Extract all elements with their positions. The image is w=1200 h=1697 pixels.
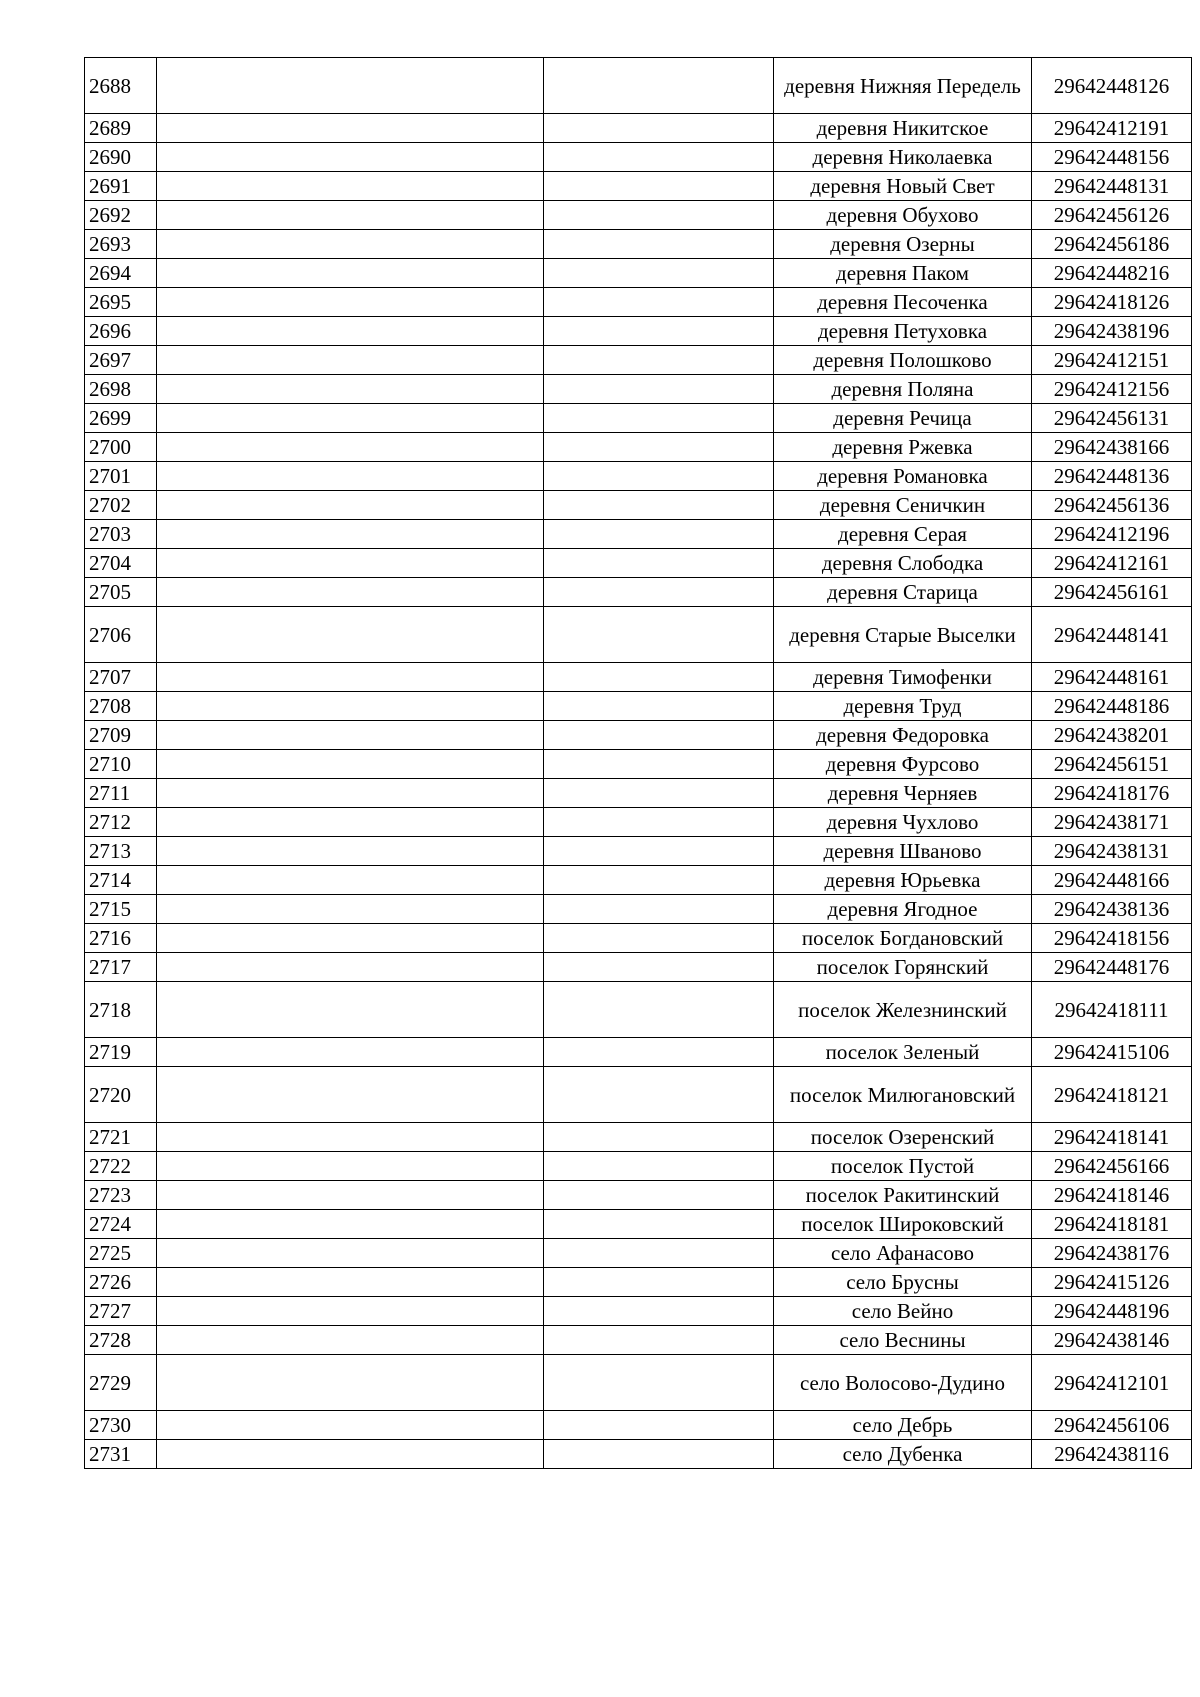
oktmo-code-cell: 29642456166 bbox=[1032, 1152, 1192, 1181]
empty-cell bbox=[544, 317, 774, 346]
table-row bbox=[85, 982, 1192, 1038]
settlement-name-cell: деревня Юрьевка bbox=[774, 866, 1032, 895]
table-row bbox=[85, 259, 1192, 288]
table-row bbox=[85, 491, 1192, 520]
settlement-name-cell: деревня Николаевка bbox=[774, 143, 1032, 172]
table-row bbox=[85, 1297, 1192, 1326]
empty-cell bbox=[544, 750, 774, 779]
table-row bbox=[85, 114, 1192, 143]
row-number-cell: 2709 bbox=[85, 721, 157, 750]
table-row bbox=[85, 1440, 1192, 1469]
oktmo-code-cell: 29642456186 bbox=[1032, 230, 1192, 259]
table-body bbox=[85, 58, 1192, 1469]
table-row bbox=[85, 808, 1192, 837]
oktmo-code-cell: 29642412191 bbox=[1032, 114, 1192, 143]
empty-cell bbox=[157, 1297, 544, 1326]
settlement-name-cell: деревня Нижняя Передель bbox=[774, 58, 1032, 114]
settlement-name-cell: деревня Тимофенки bbox=[774, 663, 1032, 692]
row-number-cell: 2700 bbox=[85, 433, 157, 462]
empty-cell bbox=[157, 549, 544, 578]
empty-cell bbox=[544, 779, 774, 808]
empty-cell bbox=[157, 201, 544, 230]
empty-cell bbox=[157, 578, 544, 607]
table-row bbox=[85, 1326, 1192, 1355]
oktmo-code-cell: 29642438116 bbox=[1032, 1440, 1192, 1469]
empty-cell bbox=[157, 1123, 544, 1152]
empty-cell bbox=[157, 837, 544, 866]
settlement-name-cell: поселок Милюгановский bbox=[774, 1067, 1032, 1123]
oktmo-code-cell: 29642448166 bbox=[1032, 866, 1192, 895]
settlement-name-cell: деревня Серая bbox=[774, 520, 1032, 549]
oktmo-code-cell: 29642438166 bbox=[1032, 433, 1192, 462]
empty-cell bbox=[157, 1268, 544, 1297]
table-row bbox=[85, 549, 1192, 578]
empty-cell bbox=[157, 462, 544, 491]
table-row bbox=[85, 837, 1192, 866]
settlement-name-cell: село Волосово-Дудино bbox=[774, 1355, 1032, 1411]
empty-cell bbox=[157, 953, 544, 982]
oktmo-code-cell: 29642438201 bbox=[1032, 721, 1192, 750]
empty-cell bbox=[544, 607, 774, 663]
settlement-name-cell: деревня Старые Выселки bbox=[774, 607, 1032, 663]
table-row bbox=[85, 1181, 1192, 1210]
settlement-name-cell: деревня Старица bbox=[774, 578, 1032, 607]
empty-cell bbox=[544, 462, 774, 491]
row-number-cell: 2712 bbox=[85, 808, 157, 837]
oktmo-code-cell: 29642418141 bbox=[1032, 1123, 1192, 1152]
row-number-cell: 2725 bbox=[85, 1239, 157, 1268]
empty-cell bbox=[157, 288, 544, 317]
row-number-cell: 2689 bbox=[85, 114, 157, 143]
empty-cell bbox=[157, 1440, 544, 1469]
settlement-name-cell: деревня Труд bbox=[774, 692, 1032, 721]
empty-cell bbox=[544, 1268, 774, 1297]
table-row bbox=[85, 1268, 1192, 1297]
table-row bbox=[85, 404, 1192, 433]
row-number-cell: 2716 bbox=[85, 924, 157, 953]
settlement-name-cell: деревня Поляна bbox=[774, 375, 1032, 404]
oktmo-code-cell: 29642418111 bbox=[1032, 982, 1192, 1038]
row-number-cell: 2704 bbox=[85, 549, 157, 578]
table-row bbox=[85, 607, 1192, 663]
oktmo-code-cell: 29642438196 bbox=[1032, 317, 1192, 346]
oktmo-code-cell: 29642438171 bbox=[1032, 808, 1192, 837]
oktmo-code-cell: 29642412196 bbox=[1032, 520, 1192, 549]
row-number-cell: 2710 bbox=[85, 750, 157, 779]
table-row bbox=[85, 375, 1192, 404]
empty-cell bbox=[544, 1152, 774, 1181]
row-number-cell: 2726 bbox=[85, 1268, 157, 1297]
empty-cell bbox=[157, 1239, 544, 1268]
settlement-name-cell: деревня Слободка bbox=[774, 549, 1032, 578]
empty-cell bbox=[544, 1355, 774, 1411]
oktmo-code-cell: 29642448136 bbox=[1032, 462, 1192, 491]
row-number-cell: 2713 bbox=[85, 837, 157, 866]
settlement-name-cell: деревня Петуховка bbox=[774, 317, 1032, 346]
table-row bbox=[85, 520, 1192, 549]
oktmo-code-cell: 29642448186 bbox=[1032, 692, 1192, 721]
empty-cell bbox=[544, 895, 774, 924]
oktmo-code-cell: 29642456136 bbox=[1032, 491, 1192, 520]
empty-cell bbox=[544, 375, 774, 404]
settlement-name-cell: село Вейно bbox=[774, 1297, 1032, 1326]
row-number-cell: 2711 bbox=[85, 779, 157, 808]
table-row bbox=[85, 1210, 1192, 1239]
table-row bbox=[85, 1355, 1192, 1411]
row-number-cell: 2703 bbox=[85, 520, 157, 549]
oktmo-code-cell: 29642438131 bbox=[1032, 837, 1192, 866]
settlement-name-cell: поселок Озеренский bbox=[774, 1123, 1032, 1152]
empty-cell bbox=[157, 404, 544, 433]
settlement-name-cell: деревня Полошково bbox=[774, 346, 1032, 375]
empty-cell bbox=[544, 1210, 774, 1239]
empty-cell bbox=[157, 721, 544, 750]
empty-cell bbox=[544, 837, 774, 866]
oktmo-code-cell: 29642412156 bbox=[1032, 375, 1192, 404]
table-row bbox=[85, 1067, 1192, 1123]
row-number-cell: 2719 bbox=[85, 1038, 157, 1067]
empty-cell bbox=[544, 1067, 774, 1123]
row-number-cell: 2729 bbox=[85, 1355, 157, 1411]
empty-cell bbox=[544, 1411, 774, 1440]
empty-cell bbox=[544, 288, 774, 317]
empty-cell bbox=[544, 549, 774, 578]
row-number-cell: 2722 bbox=[85, 1152, 157, 1181]
settlement-name-cell: деревня Сеничкин bbox=[774, 491, 1032, 520]
row-number-cell: 2724 bbox=[85, 1210, 157, 1239]
empty-cell bbox=[157, 1067, 544, 1123]
empty-cell bbox=[544, 692, 774, 721]
empty-cell bbox=[544, 58, 774, 114]
empty-cell bbox=[157, 607, 544, 663]
oktmo-code-cell: 29642448161 bbox=[1032, 663, 1192, 692]
oktmo-code-cell: 29642448196 bbox=[1032, 1297, 1192, 1326]
empty-cell bbox=[544, 1181, 774, 1210]
empty-cell bbox=[157, 259, 544, 288]
table-row bbox=[85, 866, 1192, 895]
oktmo-code-cell: 29642438176 bbox=[1032, 1239, 1192, 1268]
empty-cell bbox=[544, 433, 774, 462]
row-number-cell: 2723 bbox=[85, 1181, 157, 1210]
settlements-table bbox=[84, 57, 1192, 1469]
empty-cell bbox=[157, 58, 544, 114]
empty-cell bbox=[157, 520, 544, 549]
empty-cell bbox=[157, 663, 544, 692]
oktmo-code-cell: 29642448156 bbox=[1032, 143, 1192, 172]
settlement-name-cell: поселок Железнинский bbox=[774, 982, 1032, 1038]
settlement-name-cell: деревня Новый Свет bbox=[774, 172, 1032, 201]
empty-cell bbox=[544, 982, 774, 1038]
oktmo-code-cell: 29642438136 bbox=[1032, 895, 1192, 924]
empty-cell bbox=[544, 1038, 774, 1067]
empty-cell bbox=[544, 259, 774, 288]
table-row bbox=[85, 1239, 1192, 1268]
table-row bbox=[85, 462, 1192, 491]
oktmo-code-cell: 29642438146 bbox=[1032, 1326, 1192, 1355]
table-row bbox=[85, 433, 1192, 462]
empty-cell bbox=[157, 1181, 544, 1210]
oktmo-code-cell: 29642448216 bbox=[1032, 259, 1192, 288]
row-number-cell: 2698 bbox=[85, 375, 157, 404]
row-number-cell: 2692 bbox=[85, 201, 157, 230]
settlement-name-cell: село Дубенка bbox=[774, 1440, 1032, 1469]
oktmo-code-cell: 29642418146 bbox=[1032, 1181, 1192, 1210]
oktmo-code-cell: 29642448131 bbox=[1032, 172, 1192, 201]
row-number-cell: 2708 bbox=[85, 692, 157, 721]
settlement-name-cell: поселок Ракитинский bbox=[774, 1181, 1032, 1210]
table-row bbox=[85, 58, 1192, 114]
row-number-cell: 2718 bbox=[85, 982, 157, 1038]
empty-cell bbox=[157, 924, 544, 953]
empty-cell bbox=[544, 1326, 774, 1355]
settlement-name-cell: село Брусны bbox=[774, 1268, 1032, 1297]
empty-cell bbox=[544, 230, 774, 259]
empty-cell bbox=[544, 808, 774, 837]
table-row bbox=[85, 924, 1192, 953]
oktmo-code-cell: 29642418176 bbox=[1032, 779, 1192, 808]
table-row bbox=[85, 953, 1192, 982]
settlement-name-cell: деревня Озерны bbox=[774, 230, 1032, 259]
empty-cell bbox=[157, 375, 544, 404]
settlement-name-cell: деревня Никитское bbox=[774, 114, 1032, 143]
empty-cell bbox=[544, 1239, 774, 1268]
empty-cell bbox=[544, 953, 774, 982]
row-number-cell: 2717 bbox=[85, 953, 157, 982]
table-row bbox=[85, 895, 1192, 924]
settlement-name-cell: поселок Пустой bbox=[774, 1152, 1032, 1181]
row-number-cell: 2702 bbox=[85, 491, 157, 520]
empty-cell bbox=[157, 491, 544, 520]
oktmo-code-cell: 29642456106 bbox=[1032, 1411, 1192, 1440]
settlement-name-cell: деревня Речица bbox=[774, 404, 1032, 433]
table-row bbox=[85, 317, 1192, 346]
oktmo-code-cell: 29642415126 bbox=[1032, 1268, 1192, 1297]
settlement-name-cell: поселок Зеленый bbox=[774, 1038, 1032, 1067]
empty-cell bbox=[157, 808, 544, 837]
row-number-cell: 2695 bbox=[85, 288, 157, 317]
empty-cell bbox=[544, 578, 774, 607]
table-row bbox=[85, 692, 1192, 721]
empty-cell bbox=[544, 1297, 774, 1326]
settlement-name-cell: деревня Ягодное bbox=[774, 895, 1032, 924]
row-number-cell: 2705 bbox=[85, 578, 157, 607]
row-number-cell: 2701 bbox=[85, 462, 157, 491]
row-number-cell: 2715 bbox=[85, 895, 157, 924]
row-number-cell: 2699 bbox=[85, 404, 157, 433]
row-number-cell: 2721 bbox=[85, 1123, 157, 1152]
settlement-name-cell: деревня Федоровка bbox=[774, 721, 1032, 750]
empty-cell bbox=[544, 114, 774, 143]
empty-cell bbox=[544, 1440, 774, 1469]
settlement-name-cell: деревня Обухово bbox=[774, 201, 1032, 230]
settlement-name-cell: поселок Широковский bbox=[774, 1210, 1032, 1239]
row-number-cell: 2714 bbox=[85, 866, 157, 895]
row-number-cell: 2690 bbox=[85, 143, 157, 172]
empty-cell bbox=[544, 201, 774, 230]
oktmo-code-cell: 29642412101 bbox=[1032, 1355, 1192, 1411]
settlement-name-cell: село Афанасово bbox=[774, 1239, 1032, 1268]
row-number-cell: 2696 bbox=[85, 317, 157, 346]
oktmo-code-cell: 29642448126 bbox=[1032, 58, 1192, 114]
settlement-name-cell: поселок Богдановский bbox=[774, 924, 1032, 953]
row-number-cell: 2728 bbox=[85, 1326, 157, 1355]
table-row bbox=[85, 143, 1192, 172]
empty-cell bbox=[157, 1152, 544, 1181]
empty-cell bbox=[544, 520, 774, 549]
row-number-cell: 2730 bbox=[85, 1411, 157, 1440]
table-row bbox=[85, 578, 1192, 607]
oktmo-code-cell: 29642456126 bbox=[1032, 201, 1192, 230]
empty-cell bbox=[157, 779, 544, 808]
oktmo-code-cell: 29642456151 bbox=[1032, 750, 1192, 779]
settlement-name-cell: поселок Горянский bbox=[774, 953, 1032, 982]
table-row bbox=[85, 230, 1192, 259]
oktmo-code-cell: 29642418181 bbox=[1032, 1210, 1192, 1239]
empty-cell bbox=[544, 491, 774, 520]
empty-cell bbox=[544, 924, 774, 953]
settlement-name-cell: деревня Паком bbox=[774, 259, 1032, 288]
table-row bbox=[85, 172, 1192, 201]
settlement-name-cell: деревня Романовка bbox=[774, 462, 1032, 491]
oktmo-code-cell: 29642418156 bbox=[1032, 924, 1192, 953]
empty-cell bbox=[157, 1355, 544, 1411]
settlement-name-cell: деревня Чухлово bbox=[774, 808, 1032, 837]
table-row bbox=[85, 663, 1192, 692]
table-row bbox=[85, 346, 1192, 375]
empty-cell bbox=[157, 692, 544, 721]
row-number-cell: 2727 bbox=[85, 1297, 157, 1326]
table-row bbox=[85, 201, 1192, 230]
settlement-name-cell: деревня Песоченка bbox=[774, 288, 1032, 317]
oktmo-code-cell: 29642412151 bbox=[1032, 346, 1192, 375]
row-number-cell: 2688 bbox=[85, 58, 157, 114]
row-number-cell: 2706 bbox=[85, 607, 157, 663]
row-number-cell: 2693 bbox=[85, 230, 157, 259]
empty-cell bbox=[544, 1123, 774, 1152]
empty-cell bbox=[157, 114, 544, 143]
row-number-cell: 2691 bbox=[85, 172, 157, 201]
empty-cell bbox=[544, 143, 774, 172]
table-row bbox=[85, 1038, 1192, 1067]
empty-cell bbox=[157, 750, 544, 779]
oktmo-code-cell: 29642418126 bbox=[1032, 288, 1192, 317]
empty-cell bbox=[157, 143, 544, 172]
oktmo-code-cell: 29642412161 bbox=[1032, 549, 1192, 578]
settlement-name-cell: деревня Черняев bbox=[774, 779, 1032, 808]
row-number-cell: 2694 bbox=[85, 259, 157, 288]
row-number-cell: 2697 bbox=[85, 346, 157, 375]
oktmo-code-cell: 29642448141 bbox=[1032, 607, 1192, 663]
settlement-name-cell: село Веснины bbox=[774, 1326, 1032, 1355]
oktmo-code-cell: 29642456131 bbox=[1032, 404, 1192, 433]
empty-cell bbox=[544, 663, 774, 692]
empty-cell bbox=[157, 172, 544, 201]
empty-cell bbox=[157, 1326, 544, 1355]
oktmo-code-cell: 29642415106 bbox=[1032, 1038, 1192, 1067]
empty-cell bbox=[157, 866, 544, 895]
empty-cell bbox=[544, 172, 774, 201]
row-number-cell: 2731 bbox=[85, 1440, 157, 1469]
empty-cell bbox=[157, 433, 544, 462]
table-row bbox=[85, 779, 1192, 808]
empty-cell bbox=[157, 317, 544, 346]
empty-cell bbox=[157, 982, 544, 1038]
empty-cell bbox=[544, 721, 774, 750]
row-number-cell: 2707 bbox=[85, 663, 157, 692]
settlement-name-cell: деревня Ржевка bbox=[774, 433, 1032, 462]
empty-cell bbox=[544, 404, 774, 433]
empty-cell bbox=[157, 1038, 544, 1067]
empty-cell bbox=[157, 895, 544, 924]
table-row bbox=[85, 1152, 1192, 1181]
table-row bbox=[85, 1123, 1192, 1152]
table-row bbox=[85, 750, 1192, 779]
table-row bbox=[85, 288, 1192, 317]
empty-cell bbox=[544, 346, 774, 375]
empty-cell bbox=[157, 230, 544, 259]
settlement-name-cell: село Дебрь bbox=[774, 1411, 1032, 1440]
oktmo-code-cell: 29642418121 bbox=[1032, 1067, 1192, 1123]
table-row bbox=[85, 1411, 1192, 1440]
empty-cell bbox=[157, 1411, 544, 1440]
empty-cell bbox=[157, 346, 544, 375]
table-row bbox=[85, 721, 1192, 750]
row-number-cell: 2720 bbox=[85, 1067, 157, 1123]
settlement-name-cell: деревня Шваново bbox=[774, 837, 1032, 866]
empty-cell bbox=[544, 866, 774, 895]
settlement-name-cell: деревня Фурсово bbox=[774, 750, 1032, 779]
oktmo-code-cell: 29642448176 bbox=[1032, 953, 1192, 982]
empty-cell bbox=[157, 1210, 544, 1239]
oktmo-code-cell: 29642456161 bbox=[1032, 578, 1192, 607]
